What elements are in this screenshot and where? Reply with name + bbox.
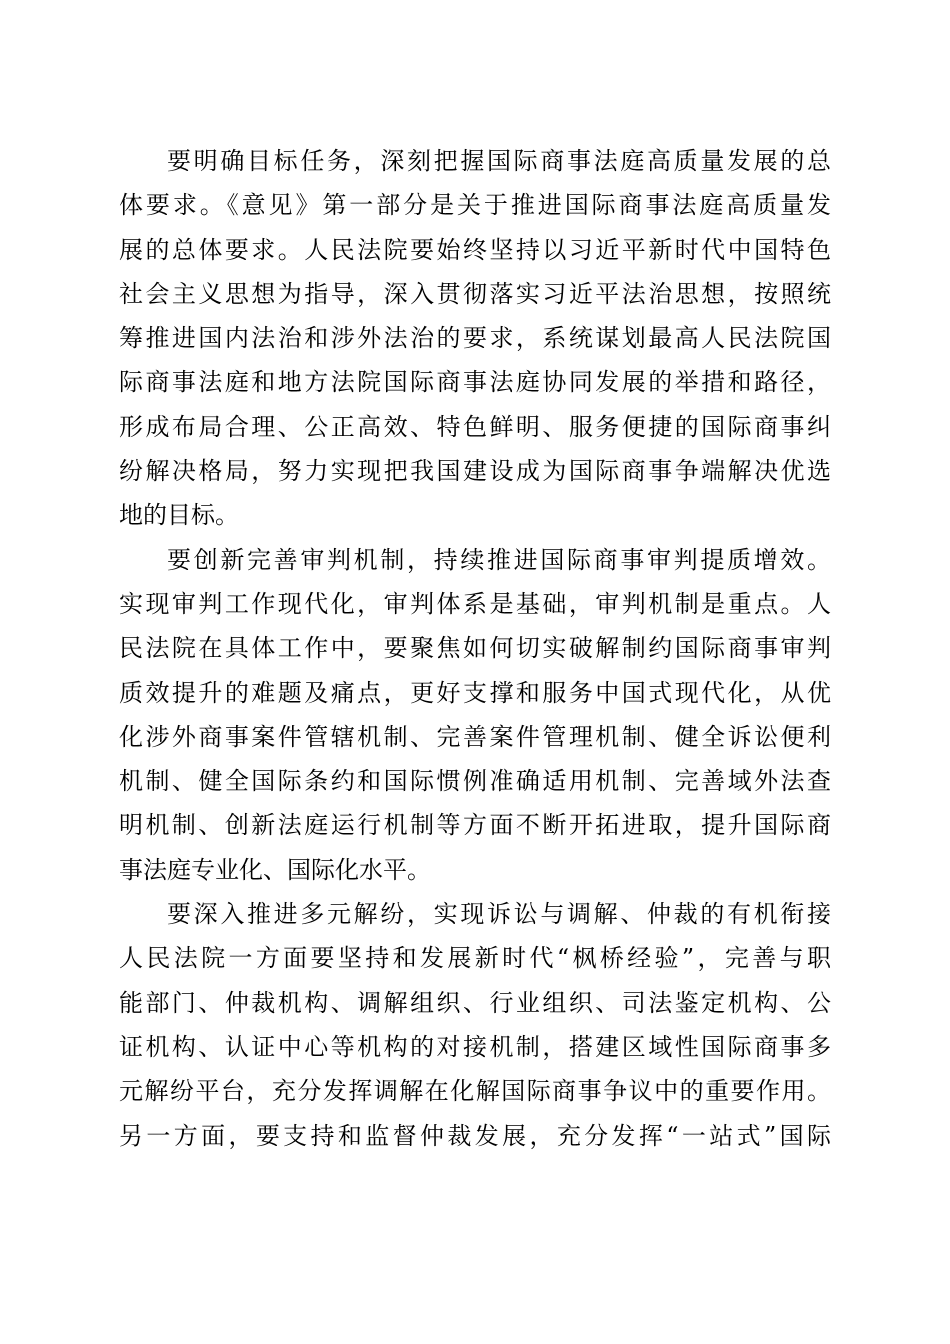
paragraph-1-line-5: 筹推进国内法治和涉外法治的要求，系统谋划最高人民法院国 <box>119 324 831 353</box>
paragraph-2-line-8: 事法庭专业化、国际化水平。 <box>119 855 431 884</box>
body-text <box>119 139 831 1158</box>
paragraph-3-line-6: 另一方面，要支持和监督仲裁发展，充分发挥“一站式”国际 <box>119 1121 831 1150</box>
paragraph-1-line-7: 形成布局合理、公正高效、特色鲜明、服务便捷的国际商事纠 <box>119 412 831 441</box>
paragraph-1-line-1: 要明确目标任务，深刻把握国际商事法庭高质量发展的总 <box>167 147 831 175</box>
paragraph-3-line-5: 元解纷平台，充分发挥调解在化解国际商事争议中的重要作用。 <box>119 1077 831 1106</box>
paragraph-3-line-1: 要深入推进多元解纷，实现诉讼与调解、仲裁的有机衔接 <box>167 900 831 929</box>
paragraph-1-line-6: 际商事法庭和地方法院国际商事法庭协同发展的举措和路径， <box>119 368 831 397</box>
paragraph-3-line-2: 人民法院一方面要坚持和发展新时代“枫桥经验”，完善与职 <box>119 944 831 973</box>
paragraph-3-line-3: 能部门、仲裁机构、调解组织、行业组织、司法鉴定机构、公 <box>119 988 831 1017</box>
paragraph-2-line-4: 质效提升的难题及痛点，更好支撑和服务中国式现代化，从优 <box>119 678 831 707</box>
paragraph-1-line-4: 社会主义思想为指导，深入贯彻落实习近平法治思想，按照统 <box>119 279 831 308</box>
paragraph-2-line-1: 要创新完善审判机制，持续推进国际商事审判提质增效。 <box>167 545 831 574</box>
paragraph-2-line-5: 化涉外商事案件管辖机制、完善案件管理机制、健全诉讼便利 <box>119 722 831 751</box>
paragraph-2-line-6: 机制、健全国际条约和国际惯例准确适用机制、完善域外法查 <box>119 767 831 796</box>
paragraph-1-line-2: 体要求。《意见》第一部分是关于推进国际商事法庭高质量发 <box>119 191 831 220</box>
paragraph-1-line-9: 地的目标。 <box>119 501 239 530</box>
paragraph-2-line-7: 明机制、创新法庭运行机制等方面不断开拓进取，提升国际商 <box>119 811 831 840</box>
paragraph-2-line-3: 民法院在具体工作中，要聚焦如何切实破解制约国际商事审判 <box>119 634 831 663</box>
paragraph-2-line-2: 实现审判工作现代化，审判体系是基础，审判机制是重点。人 <box>119 589 831 618</box>
paragraph-1-line-8: 纷解决格局，努力实现把我国建设成为国际商事争端解决优选 <box>119 457 831 486</box>
paragraph-1-line-3: 展的总体要求。人民法院要始终坚持以习近平新时代中国特色 <box>119 235 831 264</box>
paragraph-3-line-4: 证机构、认证中心等机构的对接机制，搭建区域性国际商事多 <box>119 1032 831 1061</box>
